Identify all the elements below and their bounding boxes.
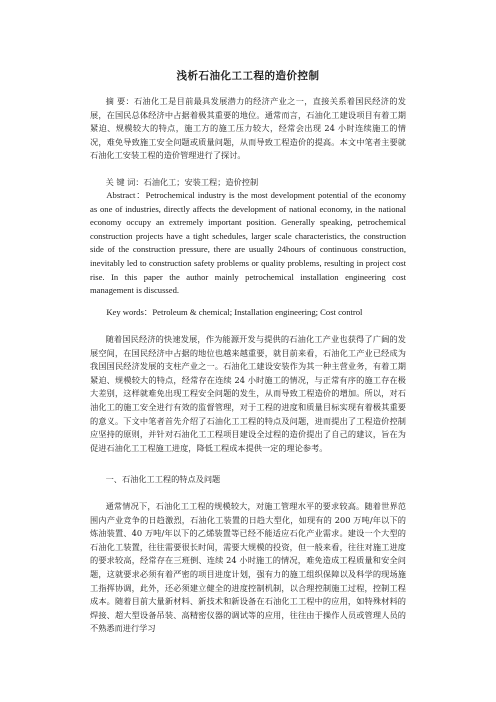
- abstract-cn: [90, 95, 406, 163]
- keywords-cn: [90, 176, 406, 190]
- abstract-en-label: Abstract：: [106, 190, 146, 200]
- section-1-heading: 一、石油化工工程的特点及问题: [105, 474, 221, 484]
- abstract-en: [90, 189, 406, 298]
- keywords-en: [90, 306, 406, 320]
- paper-title: 浅析石油化工工程的造价控制: [176, 70, 320, 82]
- keywords-en-text: Petroleum & chemical; Installation engineering; Cost control: [152, 307, 363, 317]
- keywords-en-label: Key words：: [106, 307, 153, 317]
- section-1-paragraph: 通常情况下，石油化工工程的规模较大，对施工管理水平的要求较高。随着世界范围内产业竞争的日趋激烈，石油化工装置的日趋大型化，如现有的 200 万吨/年以下的炼油装置、40 万吨/年以下的乙烯装置等已经不能适应石化产业需求。建设一个大型的石油化工装置，往往需要很长时间，需要大规模的投资，但一般来看，往往对施工进度的要求较高，经常存在三班倒、连续 24 小时施工的情况，难免造成工程质量和安全问题，这就要求必须有着严密的项目进度计划，强有力的施工组织保障以及科学的现场施工指挥协调，此外，还必须建立健全的进度控制机制，以合理控制施工过程，控制工程成本。随着目前大量新材料、新技术和新设备在石油化工工程中的应用，如特殊材料的焊接、超大型设备吊装、高精密仪器的调试等的应用，往往由于操作人员或管理人员的不熟悉而进行学习: [90, 501, 406, 634]
- intro-paragraph: 随着国民经济的快速发展，作为能源开发与提供的石油化工产业也获得了广阔的发展空间，在国民经济中占据的地位也越来越重要，就目前来看，石油化工产业已经成为我国国民经济发展的支柱产业之一。石油化工建设安装作为其一种主营业务，有着工期紧迫、规模较大的特点，经常存在连续 24 小时施工的情况，与正常有序的施工存在极大差别，这样就难免出现工程安全问题的发生，从而导致工程造价的增加。所以，对石油化工的施工安全进行有效的监督管理，对于工程的进度和质量目标实现有着极其重要的意义。下文中笔者首先介绍了石油化工工程的特点及问题，进而提出了工程造价控制应坚持的原则，并针对石油化工工程项目建设全过程的造价提出了自己的建议，旨在为促进石油化工工程施工进度，降低工程成本提供一定的理论参考。: [90, 334, 406, 453]
- keywords-cn-text: 石油化工；安装工程；造价控制: [143, 177, 259, 187]
- abstract-cn-text: 石油化工是目前最具发展潜力的经济产业之一，直接关系着国民经济的发展，在国民总体经济中占据着极其重要的地位。通常而言，石油化工建设项目有着工期紧迫、规模较大的特点，施工方的施工压力较大，经常会出现 24 小时连续施工的情况，难免导致施工安全问题或质量问题，从而导致工程造价的提高。本文中笔者主要就石油化工安装工程的造价管理进行了探讨。: [90, 96, 406, 161]
- abstract-cn-label: 摘 要：: [105, 96, 135, 106]
- abstract-en-text: Petrochemical industry is the most development potential of the economy as one of industries, directly affects the development of national economy, in the national economy occupy an extremely important position. Generally speaking, petrochemical construction projects have a tight schedules, larger scale characteristics, the construction side of the construction pressure, there are usually 24hours of continuous construction, inevitably led to construction safety problems or quality problems, resulting in project cost rise. In this paper the author mainly petrochemical installation engineering cost management is discussed.: [90, 190, 406, 296]
- keywords-cn-label: 关 键 词：: [105, 177, 144, 187]
